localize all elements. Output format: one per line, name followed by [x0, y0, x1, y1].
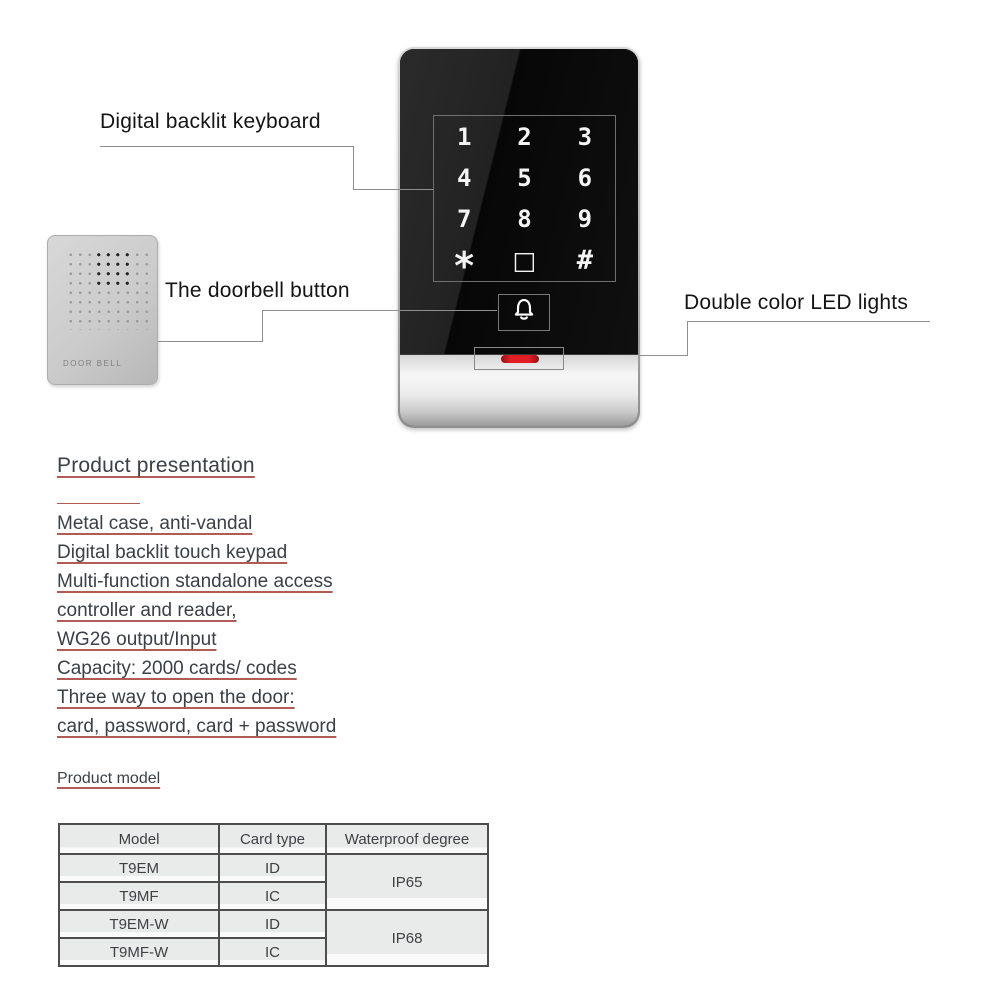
doorbell-callout-line	[158, 341, 263, 342]
key-1: 1	[456, 122, 472, 151]
cell-model: T9EM	[59, 854, 219, 882]
speaker-grille-dark-cluster	[94, 250, 133, 289]
feature-line: controller and reader,	[57, 600, 237, 621]
led-callout-line	[687, 321, 688, 356]
key-5: 5	[517, 163, 532, 192]
doorbell-callout-label: The doorbell button	[165, 279, 350, 302]
table-row	[59, 854, 488, 882]
led-callout-label: Double color LED lights	[684, 291, 909, 314]
keyboard-callout-line	[100, 146, 353, 147]
key-3: 3	[577, 122, 593, 151]
device-body	[400, 49, 638, 426]
doorbell-button-device	[47, 235, 158, 385]
cell-waterproof: IP68	[326, 910, 488, 966]
key-4: 4	[456, 163, 472, 192]
feature-line: Capacity: 2000 cards/ codes	[57, 658, 297, 679]
key-zero-square: □	[512, 245, 537, 275]
divider-underline	[57, 490, 140, 504]
keypad-grid	[433, 115, 616, 289]
key-6: 6	[577, 163, 593, 192]
doorbell-device-label: DOOR BELL	[63, 359, 123, 368]
doorbell-callout-line	[262, 310, 263, 342]
led-callout-line	[640, 355, 688, 356]
feature-line: Three way to open the door:	[57, 687, 295, 708]
product-presentation-title: Product presentation	[57, 454, 255, 477]
led-indicator-window	[474, 347, 564, 370]
doorbell-callout-line	[262, 310, 497, 311]
key-asterisk: *	[452, 244, 476, 289]
cell-model: T9MF	[59, 882, 219, 910]
key-8: 8	[517, 205, 532, 234]
feature-line: Multi-function standalone access	[57, 571, 333, 592]
table-header-row	[59, 824, 488, 854]
key-9: 9	[577, 205, 593, 234]
key-2: 2	[517, 122, 532, 151]
cell-card-type: IC	[219, 882, 326, 910]
access-keypad-device	[398, 47, 640, 428]
keyboard-callout-label: Digital backlit keyboard	[100, 110, 321, 133]
product-feature-list	[57, 509, 336, 741]
doorbell-key	[498, 294, 550, 331]
cell-waterproof: IP65	[326, 854, 488, 910]
feature-line: Metal case, anti-vandal	[57, 513, 253, 534]
cell-model: T9EM-W	[59, 910, 219, 938]
feature-line: card, password, card + password	[57, 716, 337, 737]
header-waterproof: Waterproof degree	[326, 824, 488, 854]
cell-card-type: ID	[219, 854, 326, 882]
header-model: Model	[59, 824, 219, 854]
header-card-type: Card type	[219, 824, 326, 854]
led-callout-line	[687, 321, 930, 322]
key-hash: #	[576, 244, 593, 276]
cell-card-type: IC	[219, 938, 326, 966]
feature-line: Digital backlit touch keypad	[57, 542, 288, 563]
keyboard-callout-line	[353, 189, 433, 190]
led-strip	[501, 355, 539, 363]
product-model-table	[58, 823, 489, 967]
product-model-title: Product model	[57, 770, 161, 787]
bell-icon	[508, 296, 540, 329]
keyboard-callout-line	[353, 146, 354, 190]
cell-card-type: ID	[219, 910, 326, 938]
cell-model: T9MF-W	[59, 938, 219, 966]
key-7: 7	[456, 205, 472, 234]
feature-line: WG26 output/Input	[57, 629, 217, 650]
table-row	[59, 910, 488, 938]
